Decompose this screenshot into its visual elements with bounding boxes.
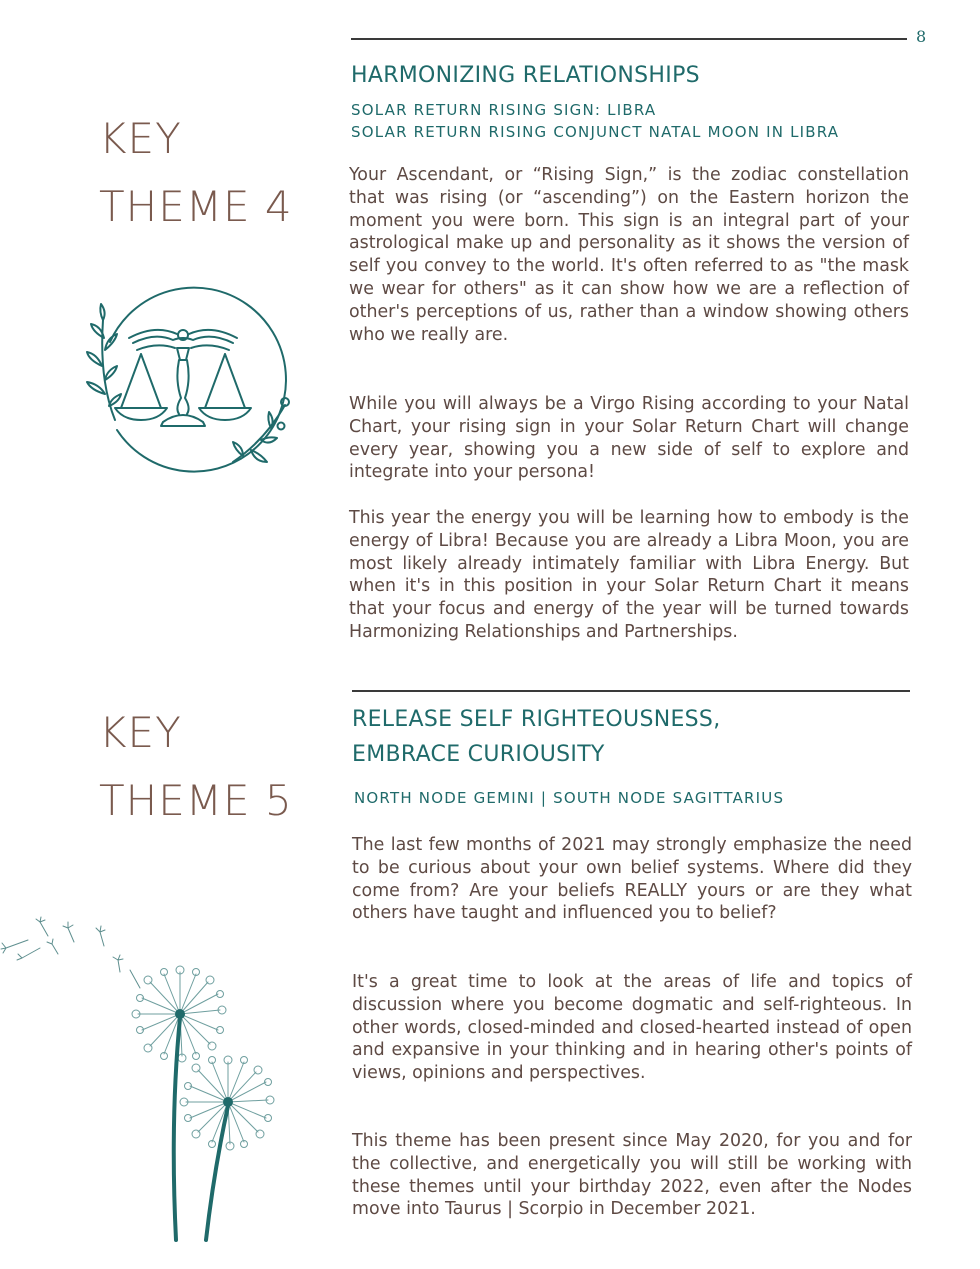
top-divider <box>351 38 907 40</box>
key-theme-5-line1: KEY <box>99 708 182 757</box>
key-theme-5-line2: THEME 5 <box>99 776 293 825</box>
theme-4-title: HARMONIZING RELATIONSHIPS <box>351 63 700 88</box>
theme-5-paragraph-2: It's a great time to look at the areas of life and topics of discussion where you become dogmatic and self-righteous. In other words, closed-minded and closed-hearted instead of open and expansive in your thinking and in hearing other's points of views, opinions and perspectives. <box>352 972 912 1084</box>
theme-4-paragraph-2: While you will always be a Virgo Rising according to your Natal Chart, your rising sign in your Solar Return Chart will change every year, showing you a new side of self to explore and integrate into your persona! <box>349 394 909 483</box>
page-number: 8 <box>916 27 927 46</box>
theme-4-paragraph-3: This year the energy you will be learning how to embody is the energy of Libra! Because you are already a Libra Moon, you are most likely already intimately familiar with Libra Energy. But when it's in this position in your Solar Return Chart it means that your focus and energy of the year will be turned towards Harmonizing Relationships and Partnerships. <box>349 508 909 642</box>
section-divider <box>352 690 910 692</box>
theme-5-paragraph-3: This theme has been present since May 2020, for you and for the collective, and energetically you will still be working with these themes until your birthday 2022, even after the Nodes move into Taurus | Scorpio in December 2021. <box>352 1131 912 1220</box>
theme-5-paragraph-1: The last few months of 2021 may strongly emphasize the need to be curious about your own belief systems. Where did they come from? Are your beliefs REALLY yours or are they what others have taught and influenced you to belief? <box>352 835 912 924</box>
key-theme-4-line2: THEME 4 <box>99 182 293 231</box>
dandelion-icon <box>0 910 300 1250</box>
theme-5-title-line-1: RELEASE SELF RIGHTEOUSNESS, <box>352 707 721 732</box>
theme-5-subtitle: NORTH NODE GEMINI | SOUTH NODE SAGITTARIUS <box>354 789 785 807</box>
libra-scales-icon <box>55 280 300 480</box>
theme-4-subtitle-1: SOLAR RETURN RISING SIGN: LIBRA <box>351 101 657 119</box>
theme-4-paragraph-1: Your Ascendant, or “Rising Sign,” is the zodiac constellation that was rising (or “ascending”) on the Eastern horizon the moment you were born. This sign is an integral part of your astrological make up and personality as it shows the version of self you convey to the world. It's often referred to as "the mask we wear for others" as it can show how we are a reflection of other's perceptions of us, rather than a window showing others who we really are. <box>349 165 909 345</box>
theme-4-subtitle-2: SOLAR RETURN RISING CONJUNCT NATAL MOON IN LIBRA <box>351 123 840 141</box>
theme-5-title-line-2: EMBRACE CURIOUSITY <box>352 742 605 767</box>
key-theme-4-line1: KEY <box>99 114 182 163</box>
